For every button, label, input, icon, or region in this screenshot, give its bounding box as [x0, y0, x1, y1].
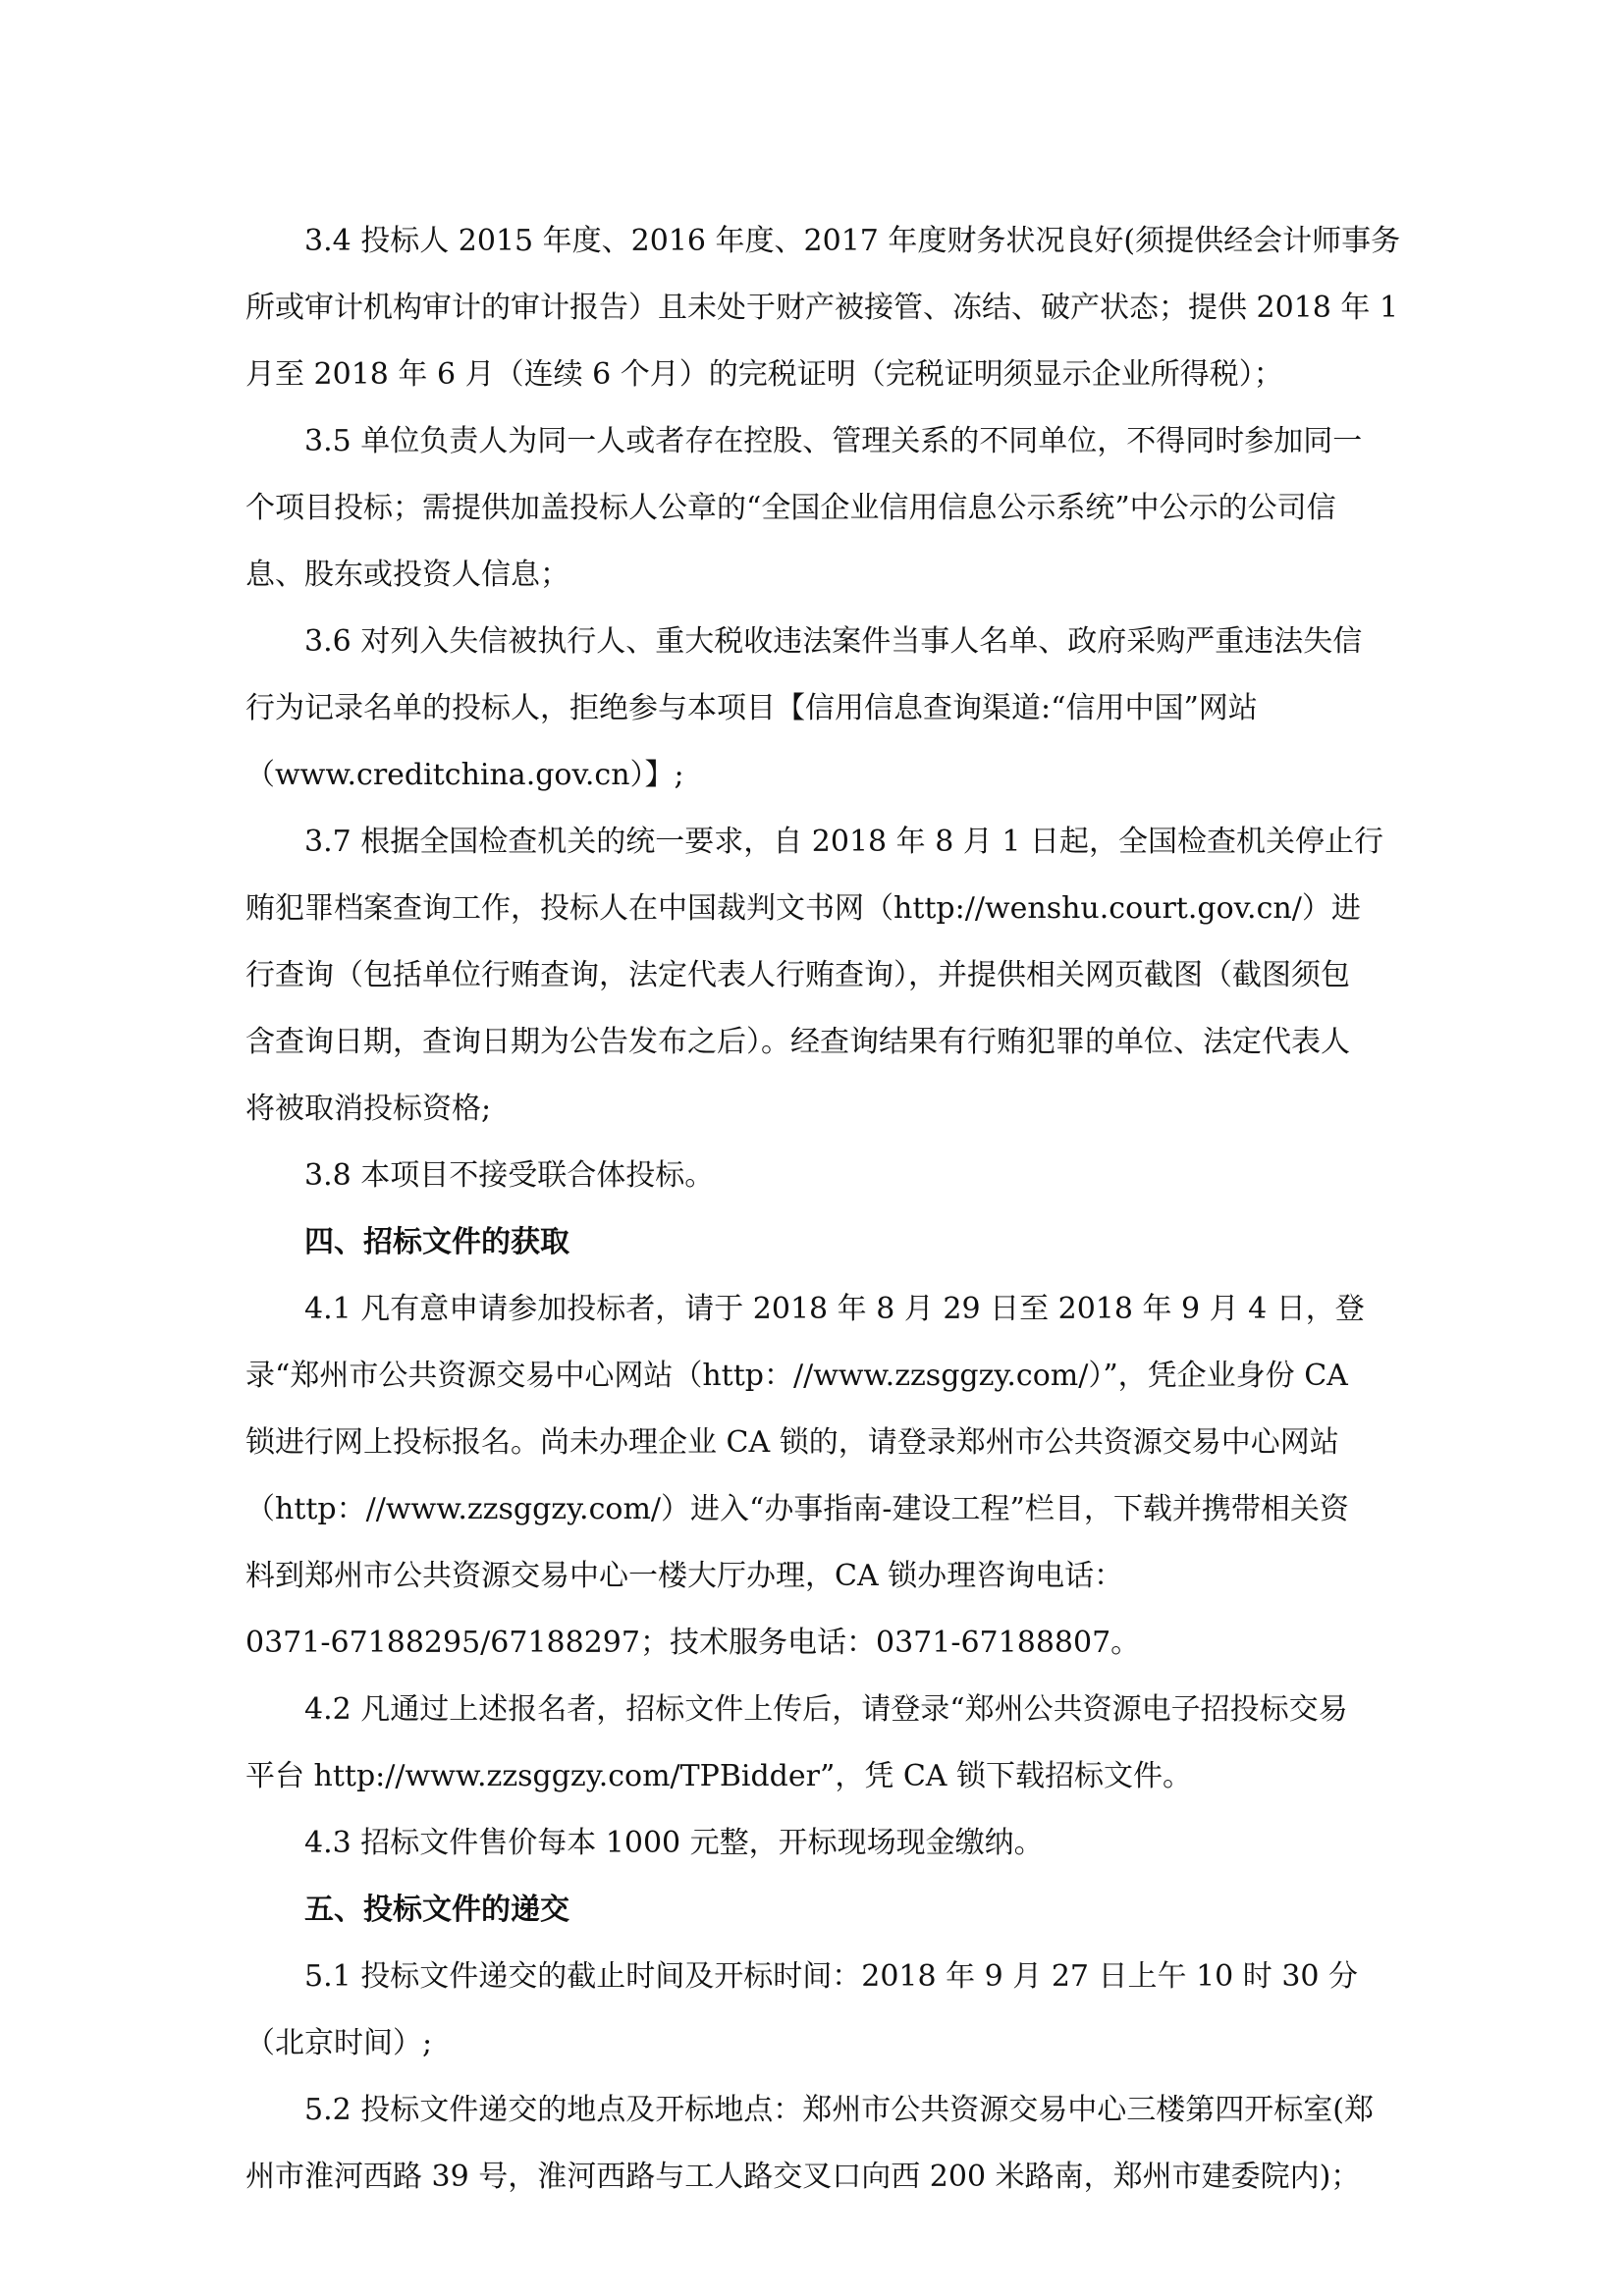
text-line: 3.4 投标人 2015 年度、2016 年度、2017 年度财务状况良好(须提供经会计师事务: [304, 224, 1401, 258]
text-line: 5.2 投标文件递交的地点及开标地点：郑州市公共资源交易中心三楼第四开标室(郑: [304, 2093, 1374, 2127]
text-line: 4.2 凡通过上述报名者，招标文件上传后，请登录“郑州公共资源电子招投标交易: [304, 1692, 1348, 1727]
text-line: 州市淮河西路 39 号，淮河西路与工人路交叉口向西 200 米路南，郑州市建委院内)；: [245, 2160, 1361, 2194]
text-line: （www.creditchina.gov.cn）】;: [245, 758, 684, 792]
section-heading: 四、招标文件的获取: [304, 1225, 569, 1259]
text-line: 息、股东或投资人信息；: [245, 558, 569, 592]
text-line: 含查询日期，查询日期为公告发布之后）。经查询结果有行贿犯罪的单位、法定代表人: [245, 1025, 1350, 1059]
text-line: 录“郑州市公共资源交易中心网站（http：//www.zzsggzy.com/）”，凭企业身份 CA: [245, 1359, 1348, 1393]
text-line: 4.1 凡有意申请参加投标者，请于 2018 年 8 月 29 日至 2018 年 9 月 4 日，登: [304, 1292, 1365, 1326]
text-line: 3.6 对列入失信被执行人、重大税收违法案件当事人名单、政府采购严重违法失信: [304, 624, 1363, 659]
text-line: （北京时间）;: [245, 2026, 433, 2060]
section-heading: 五、投标文件的递交: [304, 1893, 569, 1927]
text-line: 0371-67188295/67188297；技术服务电话：0371-67188807。: [245, 1626, 1141, 1660]
text-line: 4.3 招标文件售价每本 1000 元整，开标现场现金缴纳。: [304, 1826, 1044, 1860]
text-line: 行查询（包括单位行贿查询，法定代表人行贿查询），并提供相关网页截图（截图须包: [245, 958, 1350, 992]
text-line: （http：//www.zzsggzy.com/）进入“办事指南-建设工程”栏目，下载并携带相关资: [245, 1492, 1349, 1526]
text-line: 3.8 本项目不接受联合体投标。: [304, 1158, 715, 1193]
text-line: 3.7 根据全国检查机关的统一要求，自 2018 年 8 月 1 日起，全国检查机关停止行: [304, 825, 1383, 859]
text-line: 行为记录名单的投标人，拒绝参与本项目【信用信息查询渠道:“信用中国”网站: [245, 691, 1258, 725]
text-line: 5.1 投标文件递交的截止时间及开标时间：2018 年 9 月 27 日上午 10 时 30 分: [304, 1959, 1359, 1994]
text-line: 3.5 单位负责人为同一人或者存在控股、管理关系的不同单位，不得同时参加同一: [304, 424, 1363, 458]
text-line: 将被取消投标资格;: [245, 1092, 492, 1126]
text-line: 所或审计机构审计的审计报告）且未处于财产被接管、冻结、破产状态；提供 2018 年 1: [245, 291, 1399, 325]
text-line: 料到郑州市公共资源交易中心一楼大厅办理，CA 锁办理咨询电话：: [245, 1559, 1124, 1593]
text-line: 个项目投标；需提供加盖投标人公章的“全国企业信用信息公示系统”中公示的公司信: [245, 491, 1336, 525]
text-line: 月至 2018 年 6 月（连续 6 个月）的完税证明（完税证明须显示企业所得税）；: [245, 357, 1283, 392]
text-line: 贿犯罪档案查询工作，投标人在中国裁判文书网（http://wenshu.court.gov.cn/）进: [245, 891, 1361, 926]
text-line: 平台 http://www.zzsggzy.com/TPBidder”，凭 CA 锁下载招标文件。: [245, 1759, 1193, 1793]
text-line: 锁进行网上投标报名。尚未办理企业 CA 锁的，请登录郑州市公共资源交易中心网站: [245, 1425, 1339, 1460]
document-body: [245, 208, 1401, 2211]
